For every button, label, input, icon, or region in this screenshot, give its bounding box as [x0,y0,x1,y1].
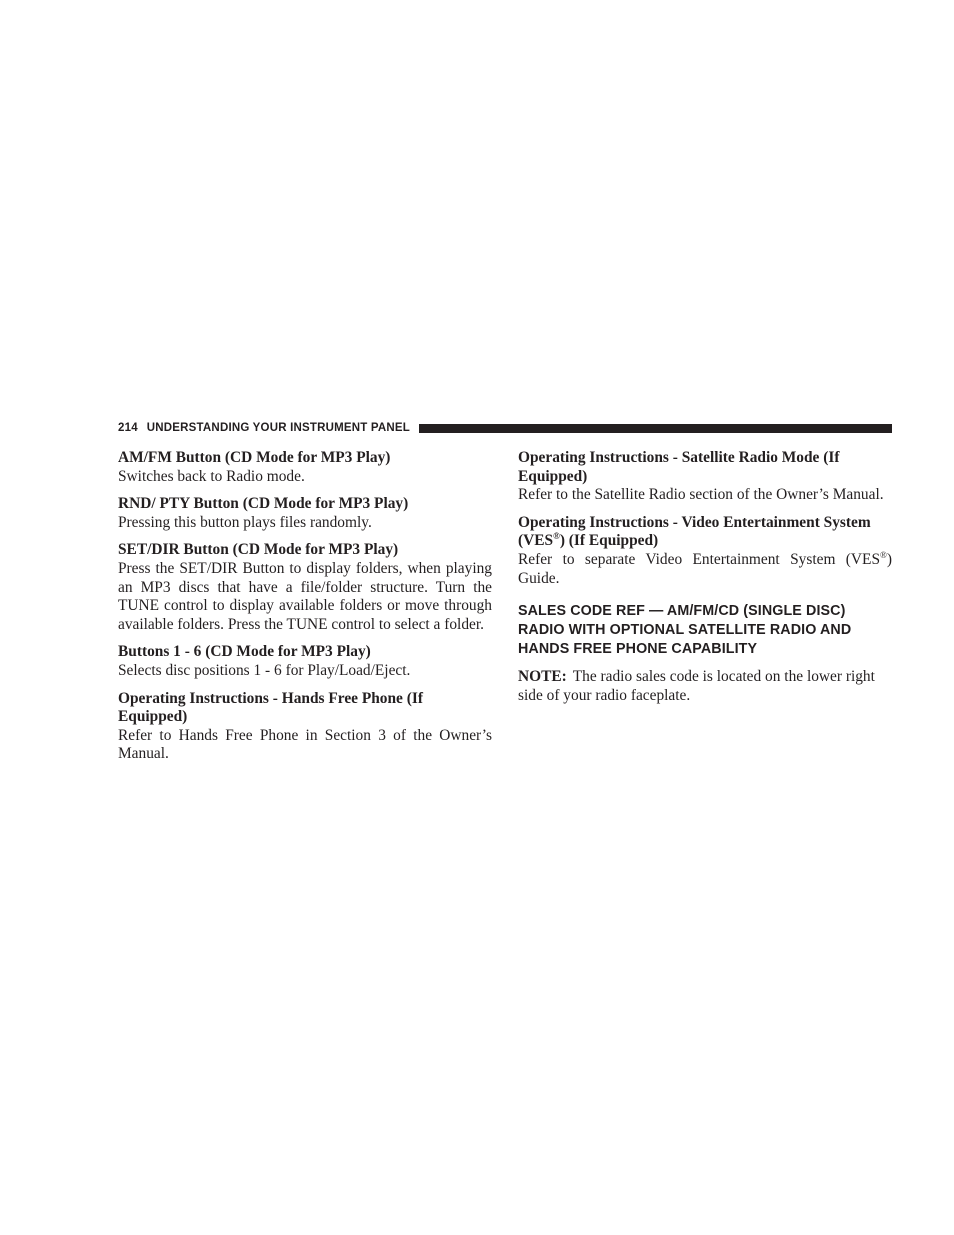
section-heading: SET/DIR Button (CD Mode for MP3 Play) [118,541,399,559]
section-body: Refer to Hands Free Phone in Section 3 of the Owner’s Manual. [118,726,492,763]
section-body [518,551,892,588]
section-body: Switches back to Radio mode. [118,467,305,485]
chapter-title: UNDERSTANDING YOUR INSTRUMENT PANEL [146,422,410,434]
section-amfm-button [118,449,492,486]
section-video-entertainment [518,514,892,588]
registered-mark: ® [553,531,560,542]
body-text: Refer to separate Video Entertainment System (VES [518,550,881,568]
page-number: 214 [118,422,138,434]
section-rnd-pty-button [118,495,492,532]
page-header [118,420,892,436]
right-column [518,449,892,705]
section-heading: AM/FM Button (CD Mode for MP3 Play) [118,449,391,466]
header-rule [419,424,892,433]
section-hands-free-phone [118,690,492,764]
section-satellite-radio [518,449,892,505]
section-body: Selects disc positions 1 - 6 for Play/Load/Eject. [118,661,411,679]
section-buttons-1-6 [118,643,492,680]
section-set-dir-button [118,541,492,634]
section-heading [518,514,892,551]
registered-mark: ® [880,549,887,560]
section-body: Pressing this button plays files randomly. [118,513,372,531]
note-text: The radio sales code is located on the lower right side of your radio faceplate. [518,668,875,704]
section-heading: RND/ PTY Button (CD Mode for MP3 Play) [118,495,409,513]
section-heading: Operating Instructions - Hands Free Phone (If Equipped) [118,689,423,726]
note-paragraph [518,668,892,705]
sales-code-heading: SALES CODE REF — AM/FM/CD (SINGLE DISC) RADIO WITH OPTIONAL SATELLITE RADIO AND HANDS FREE PHONE CAPABILITY [518,603,852,658]
section-body: Refer to the Satellite Radio section of the Owner’s Manual. [518,486,884,504]
body-text: ) Guide. [518,550,892,587]
section-body: Press the SET/DIR Button to display folders, when playing an MP3 discs that have a file/folder structure. Turn the TUNE control to display available folders or move through available folders. Press the TUNE control to select a folder. [118,559,492,633]
left-column [118,449,492,773]
heading-text: Operating Instructions - Video Entertainment System (VES [518,513,871,550]
note-label: NOTE: [518,668,567,686]
section-heading: Buttons 1 - 6 (CD Mode for MP3 Play) [118,643,371,661]
heading-text: ) (If Equipped) [559,532,659,550]
section-heading: Operating Instructions - Satellite Radio Mode (If Equipped) [518,449,840,485]
